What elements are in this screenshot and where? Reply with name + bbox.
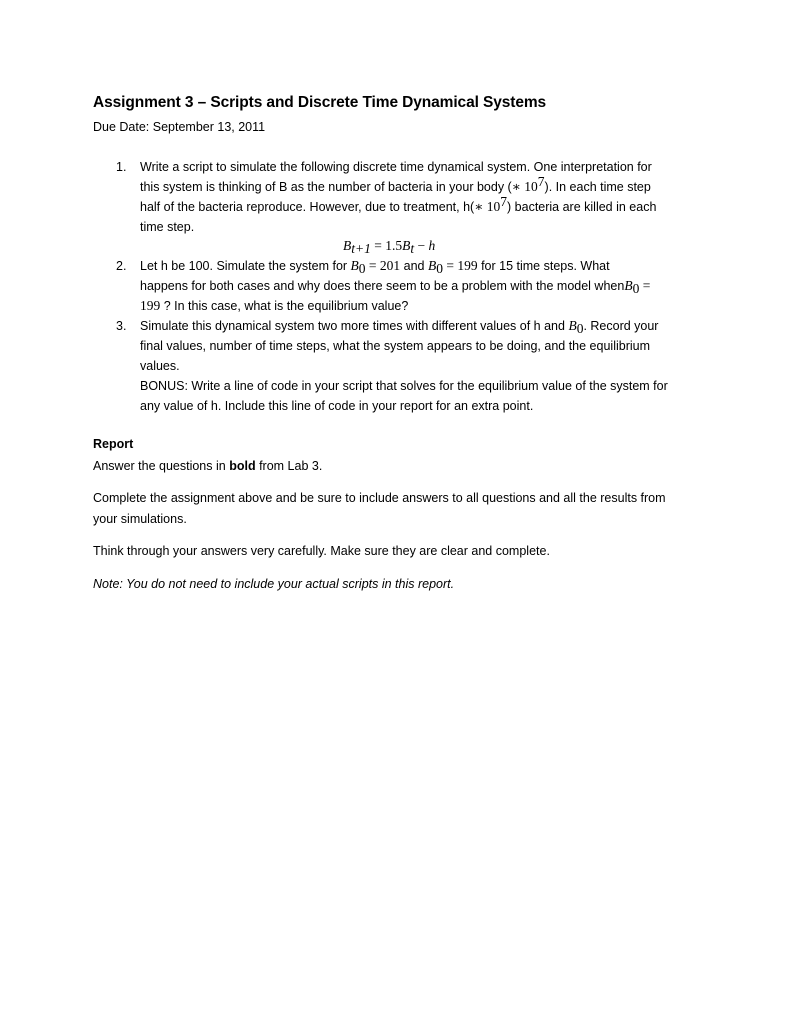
- report-line-1: [93, 458, 322, 474]
- item-2-line-1: [140, 258, 610, 274]
- item-2-line-1-pre: Let h be 100. Simulate the system for: [140, 259, 351, 273]
- item-2-b0-b: B: [427, 258, 437, 273]
- eq-rhs-sub: t: [410, 241, 415, 256]
- item-number-3: 3.: [116, 319, 127, 333]
- item-2-val-199: = 199: [442, 258, 478, 273]
- eq-h: h: [428, 238, 436, 253]
- assignment-title: Assignment 3 – Scripts and Discrete Time Dynamical Systems: [93, 94, 547, 111]
- item-2-b0-b-sub: 0: [436, 261, 443, 276]
- item-3-line-1: [140, 318, 658, 334]
- item-1-line-1: Write a script to simulate the following discrete time dynamical system. One interpretation for: [140, 160, 652, 174]
- item-2-line-3-post: ? In this case, what is the equilibrium value?: [160, 299, 409, 313]
- item-2-val-201: = 201: [365, 258, 401, 273]
- item-2-line-2-eq: =: [639, 278, 651, 293]
- item-2-and: and: [400, 259, 428, 273]
- eq-rhs-var: B: [402, 238, 411, 253]
- item-2-b0-c-sub: 0: [632, 281, 640, 296]
- item-1-line-2: [140, 174, 651, 195]
- item-2-b0-a: B: [350, 258, 359, 273]
- item-3-line-1-pre: Simulate this dynamical system two more times with different values of h and: [140, 319, 569, 333]
- item-3-b0: B: [568, 318, 577, 333]
- item-number-2: 2.: [116, 259, 127, 273]
- due-date: Due Date: September 13, 2011: [93, 120, 266, 134]
- item-2-line-1-post: for 15 time steps. What: [477, 259, 610, 273]
- eq-lhs-sub: t+1: [351, 241, 371, 256]
- bonus-line-2: any value of h. Include this line of code in your report for an extra point.: [140, 399, 534, 413]
- recurrence-equation: [343, 238, 435, 254]
- item-2-val-199b: 199: [140, 298, 161, 313]
- item-1-line-3: [140, 194, 657, 215]
- item-number-1: 1.: [116, 160, 127, 174]
- report-para-2-line-2: your simulations.: [93, 512, 187, 526]
- report-line-1-bold: bold: [229, 459, 256, 473]
- eq-equals: = 1.5: [370, 238, 403, 253]
- item-3-line-3: values.: [140, 359, 180, 373]
- report-line-1-post: from Lab 3.: [255, 459, 323, 473]
- item-3-b0-sub: 0: [576, 321, 584, 336]
- item-2-b0-a-sub: 0: [358, 261, 366, 276]
- item-2-line-3: [140, 298, 408, 314]
- item-1-line-4: time step.: [140, 220, 195, 234]
- item-1-line-3-math: ∗ 10: [474, 199, 501, 214]
- report-note: Note: You do not need to include your actual scripts in this report.: [93, 577, 455, 591]
- item-1-line-2-math: ∗ 10: [511, 179, 538, 194]
- report-line-1-pre: Answer the questions in: [93, 459, 230, 473]
- item-1-line-2-pre: this system is thinking of B as the number of bacteria in your body (: [140, 180, 512, 194]
- item-2-line-2-pre: happens for both cases and why does there seem to be a problem with the model when: [140, 279, 625, 293]
- item-1-line-2-post: ). In each time step: [544, 180, 651, 194]
- item-3-line-2: final values, number of time steps, what the system appears to be doing, and the equilibrium: [140, 339, 651, 353]
- eq-lhs-var: B: [343, 238, 352, 253]
- item-3-line-1-post: . Record your: [583, 319, 659, 333]
- item-2-b0-c: B: [624, 278, 633, 293]
- item-1-line-2-sup: 7: [537, 174, 545, 189]
- item-1-line-3-sup: 7: [500, 194, 508, 209]
- bonus-line-1: BONUS: Write a line of code in your script that solves for the equilibrium value of the system for: [140, 379, 668, 393]
- item-1-line-3-post: ) bacteria are killed in each: [507, 200, 657, 214]
- report-para-2-line-1: Complete the assignment above and be sure to include answers to all questions and all the results from: [93, 491, 666, 505]
- item-1-line-3-pre: half of the bacteria reproduce. However, due to treatment, h(: [140, 200, 475, 214]
- report-heading: Report: [93, 437, 134, 451]
- eq-minus: −: [414, 238, 429, 253]
- report-para-3: Think through your answers very carefully. Make sure they are clear and complete.: [93, 544, 550, 558]
- item-2-line-2: [140, 278, 650, 294]
